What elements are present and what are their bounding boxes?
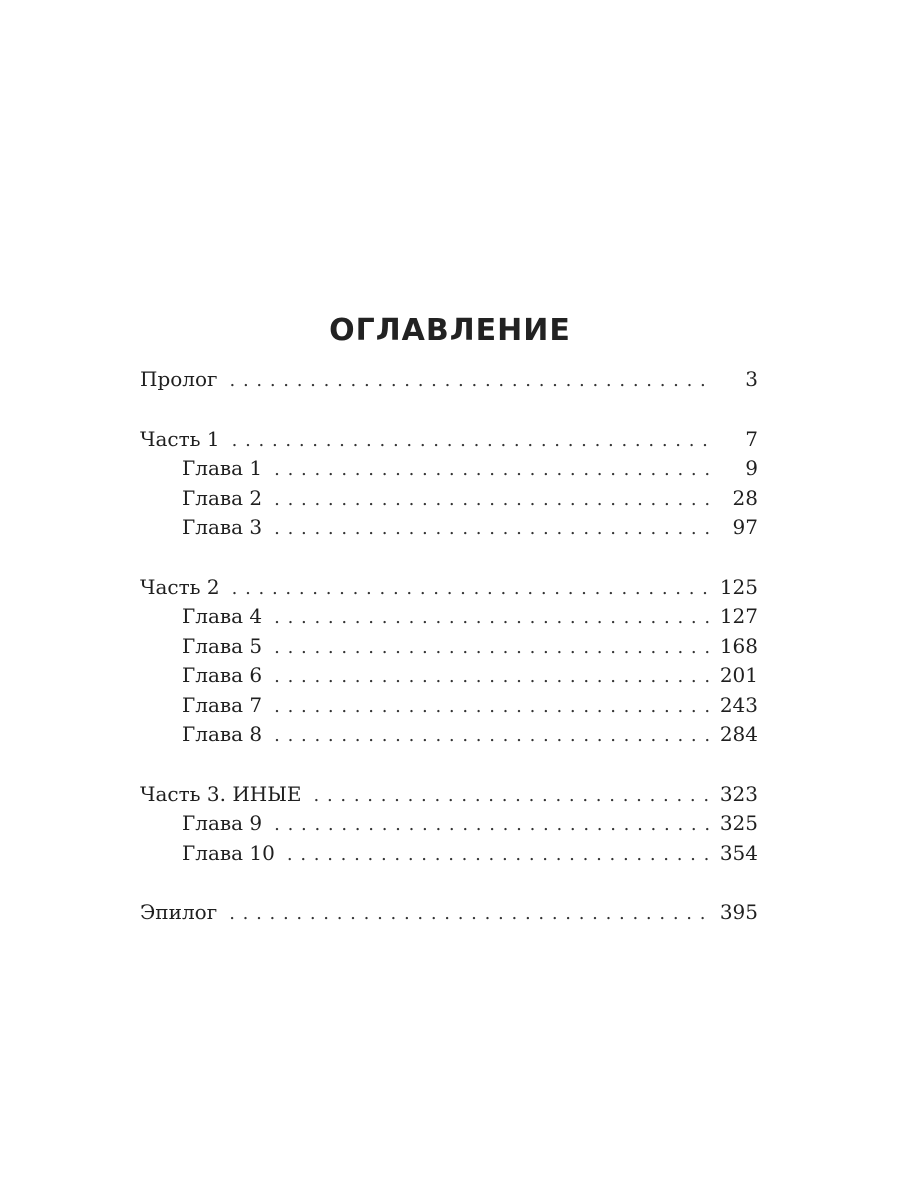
page-number: 168	[719, 633, 758, 658]
page-number: 284	[719, 722, 758, 746]
dot-leader	[274, 810, 714, 840]
table-of-contents	[140, 365, 758, 958]
toc-chapter-entry[interactable]	[140, 839, 758, 869]
page-number: 354	[719, 840, 758, 865]
toc-chapter-entry[interactable]	[140, 513, 758, 543]
dot-leader	[274, 455, 714, 485]
dot-leader	[230, 366, 714, 396]
page-number: 325	[719, 811, 758, 835]
toc-chapter-entry[interactable]	[140, 484, 758, 514]
toc-part-entry[interactable]	[140, 573, 758, 603]
entry-title: Глава 2	[182, 485, 263, 510]
page-number: 28	[732, 485, 758, 510]
entry-title: Глава 6	[182, 663, 263, 687]
entry-title: Глава 4	[182, 604, 263, 628]
toc-section	[140, 780, 758, 869]
page-number: 7	[745, 426, 758, 451]
page-number: 243	[719, 692, 758, 717]
toc-part-entry[interactable]	[140, 365, 758, 395]
dot-leader	[274, 514, 714, 544]
page-number: 395	[719, 900, 758, 924]
entry-title: Глава 7	[182, 692, 263, 717]
entry-title: Пролог	[140, 367, 218, 391]
entry-title: Глава 9	[182, 811, 263, 835]
dot-leader	[232, 426, 714, 456]
dot-leader	[274, 662, 714, 692]
entry-title: Часть 2	[140, 574, 220, 599]
dot-leader	[287, 840, 714, 870]
page-number: 201	[719, 663, 758, 687]
page-number: 127	[719, 604, 758, 628]
page-title: ОГЛАВЛЕНИЕ	[329, 313, 571, 348]
entry-title: Глава 1	[182, 456, 263, 480]
toc-chapter-entry[interactable]	[140, 720, 758, 750]
dot-leader	[274, 485, 714, 515]
toc-chapter-entry[interactable]	[140, 691, 758, 721]
toc-part-entry[interactable]	[140, 780, 758, 810]
toc-chapter-entry[interactable]	[140, 661, 758, 691]
toc-part-entry[interactable]	[140, 425, 758, 455]
dot-leader	[314, 781, 715, 811]
entry-title: Часть 3. ИНЫЕ	[140, 781, 302, 806]
page-number: 125	[719, 574, 758, 599]
entry-title: Часть 1	[140, 426, 220, 451]
page-number: 9	[745, 456, 758, 480]
entry-title: Глава 5	[182, 633, 263, 658]
toc-section	[140, 365, 758, 395]
page-number: 97	[732, 515, 758, 539]
page-number: 323	[719, 781, 758, 806]
toc-chapter-entry[interactable]	[140, 632, 758, 662]
page-number: 3	[745, 367, 758, 391]
entry-title: Эпилог	[140, 900, 218, 924]
entry-title: Глава 10	[182, 840, 275, 865]
toc-section	[140, 573, 758, 750]
dot-leader	[229, 899, 714, 929]
entry-title: Глава 3	[182, 515, 263, 539]
entry-title: Глава 8	[182, 722, 263, 746]
dot-leader	[232, 574, 714, 604]
toc-chapter-entry[interactable]	[140, 454, 758, 484]
toc-section	[140, 898, 758, 928]
toc-chapter-entry[interactable]	[140, 602, 758, 632]
toc-part-entry[interactable]	[140, 898, 758, 928]
dot-leader	[274, 603, 714, 633]
toc-chapter-entry[interactable]	[140, 809, 758, 839]
dot-leader	[274, 692, 714, 722]
dot-leader	[274, 633, 714, 663]
toc-section	[140, 425, 758, 543]
dot-leader	[274, 721, 714, 751]
